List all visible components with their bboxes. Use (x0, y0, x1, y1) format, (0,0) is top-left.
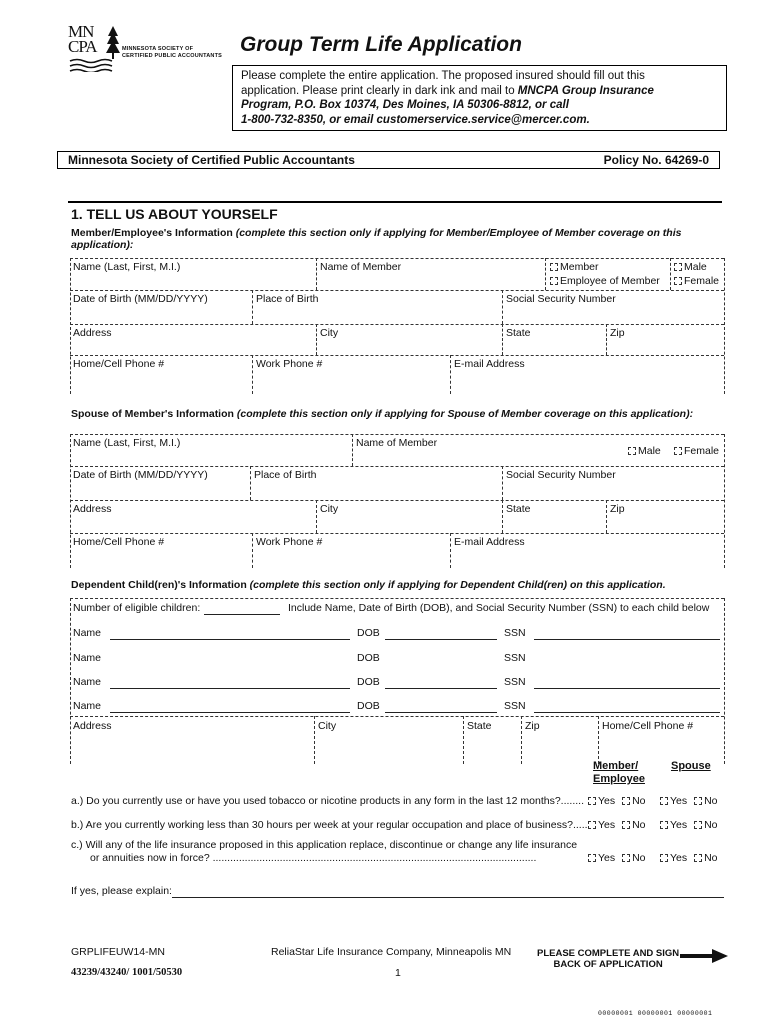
qc-spouse-no-checkbox[interactable] (694, 854, 702, 862)
employee-checkbox[interactable] (550, 277, 558, 285)
member-male-option[interactable]: Male (674, 261, 707, 273)
child-name-label: Name (73, 627, 102, 639)
child-ssn-label: SSN (504, 652, 526, 664)
qa-member-answers: Yes No (588, 795, 646, 807)
member-heading: Member/Employee's Information (complete this section only if applying for Member/Employee of Member coverage on this application): (71, 227, 682, 251)
complete-sign-notice: PLEASE COMPLETE AND SIGN BACK OF APPLICATION (537, 948, 680, 970)
child-dob-field[interactable] (385, 639, 497, 640)
explain-label: If yes, please explain: (71, 885, 172, 897)
page-title: Group Term Life Application (240, 33, 522, 56)
child-name-field[interactable] (110, 639, 350, 640)
society-bar (57, 151, 720, 169)
col-member-employee: Member/ Employee (593, 760, 645, 785)
child-ssn-label: SSN (504, 627, 526, 639)
section-heading: 1. TELL US ABOUT YOURSELF (71, 206, 278, 222)
member-zip-label: Zip (610, 327, 625, 339)
child-dob-label: DOB (357, 676, 380, 688)
spouse-name-label: Name (Last, First, M.I.) (73, 437, 181, 449)
question-a: a.) Do you currently use or have you used tobacco or nicotine products in any form in the last 12 months?........ (71, 795, 585, 807)
member-email-label: E-mail Address (454, 358, 525, 370)
employee-option[interactable]: Employee of Member (550, 275, 660, 287)
qa-member-yes-checkbox[interactable] (588, 797, 596, 805)
member-home-phone-label: Home/Cell Phone # (73, 358, 165, 370)
spouse-home-phone-label: Home/Cell Phone # (73, 536, 165, 548)
spouse-grid (70, 434, 724, 568)
qa-member-no-checkbox[interactable] (622, 797, 630, 805)
qc-spouse-answers: Yes No (660, 852, 718, 864)
child-name-field[interactable] (110, 688, 350, 689)
member-name-of-member-label: Name of Member (320, 261, 402, 273)
child-ssn-field[interactable] (534, 639, 720, 640)
dependent-heading: Dependent Child(ren)'s Information (complete this section only if applying for Dependent Child(ren) on this application. (71, 579, 666, 591)
qa-spouse-no-checkbox[interactable] (694, 797, 702, 805)
pine-tree-icon (106, 26, 120, 62)
spouse-male-option[interactable]: Male (628, 445, 661, 457)
member-checkbox[interactable] (550, 263, 558, 271)
member-option[interactable]: Member (550, 261, 599, 273)
col-spouse: Spouse (671, 760, 711, 772)
qb-member-answers: Yes No (588, 819, 646, 831)
waves-icon (68, 58, 128, 72)
qc-member-yes-checkbox[interactable] (588, 854, 596, 862)
spouse-female-option[interactable]: Female (674, 445, 719, 457)
qb-member-no-checkbox[interactable] (622, 821, 630, 829)
child-name-label: Name (73, 652, 102, 664)
dep-city-label: City (318, 720, 337, 732)
member-dob-label: Date of Birth (MM/DD/YYYY) (73, 293, 208, 305)
arrow-right-icon (680, 949, 728, 963)
spouse-heading: Spouse of Member's Information (complete this section only if applying for Spouse of Member coverage on this application): (71, 408, 694, 420)
member-work-phone-label: Work Phone # (256, 358, 323, 370)
spouse-name-of-member-label: Name of Member (356, 437, 438, 449)
spouse-zip-label: Zip (610, 503, 625, 515)
form-codes: 43239/43240/ 1001/50530 (71, 967, 183, 978)
spouse-email-label: E-mail Address (454, 536, 525, 548)
child-ssn-field[interactable] (534, 712, 720, 713)
child-dob-label: DOB (357, 627, 380, 639)
num-children-field[interactable] (204, 614, 280, 615)
child-ssn-label: SSN (504, 700, 526, 712)
intro-instructions: Please complete the entire application. The proposed insured should fill out this application. Please print clearly in dark ink and mail to MNCPA Group Insurance Program, P.O. Box 10374, Des Moines, IA 50306-8812, or call 1-800-732-8350, or email customerservice.service@mercer.com. (232, 65, 727, 131)
member-grid (70, 258, 724, 394)
logo-text: MINNESOTA SOCIETY OF CERTIFIED PUBLIC ACCOUNTANTS (122, 46, 223, 59)
female-checkbox[interactable] (674, 277, 682, 285)
child-dob-label: DOB (357, 700, 380, 712)
mncpa-logo (68, 24, 238, 74)
dependent-grid (70, 598, 724, 764)
spouse-city-label: City (320, 503, 339, 515)
spouse-work-phone-label: Work Phone # (256, 536, 323, 548)
male-checkbox[interactable] (628, 447, 636, 455)
qc-member-answers: Yes No (588, 852, 646, 864)
member-name-label: Name (Last, First, M.I.) (73, 261, 181, 273)
dep-zip-label: Zip (525, 720, 540, 732)
barcode-text: 00000001 00000001 00000001 (598, 1010, 713, 1017)
policy-number: Policy No. 64269-0 (603, 153, 709, 167)
include-note: Include Name, Date of Birth (DOB), and Social Security Number (SSN) to each child below (288, 602, 710, 614)
child-name-label: Name (73, 676, 102, 688)
society-name: Minnesota Society of Certified Public Accountants (68, 153, 355, 167)
member-female-option[interactable]: Female (674, 275, 719, 287)
child-dob-field[interactable] (385, 712, 497, 713)
dep-state-label: State (467, 720, 492, 732)
qb-spouse-answers: Yes No (660, 819, 718, 831)
form-id: GRPLIFEUW14-MN (71, 946, 165, 958)
member-city-label: City (320, 327, 339, 339)
spouse-state-label: State (506, 503, 531, 515)
logo-letters: MN CPA (68, 22, 97, 56)
spouse-address-label: Address (73, 503, 112, 515)
member-ssn-label: Social Security Number (506, 293, 616, 305)
child-name-field[interactable] (110, 712, 350, 713)
child-ssn-field[interactable] (534, 688, 720, 689)
female-checkbox[interactable] (674, 447, 682, 455)
male-checkbox[interactable] (674, 263, 682, 271)
question-b: b.) Are you currently working less than 30 hours per week at your regular occupation and place of business?..... (71, 819, 588, 831)
member-pob-label: Place of Birth (256, 293, 319, 305)
dep-address-label: Address (73, 720, 112, 732)
qa-spouse-answers: Yes No (660, 795, 718, 807)
question-c-line2: or annuities now in force? ............................................................................................................... (90, 852, 537, 864)
qa-spouse-yes-checkbox[interactable] (660, 797, 668, 805)
qb-spouse-yes-checkbox[interactable] (660, 821, 668, 829)
qc-member-no-checkbox[interactable] (622, 854, 630, 862)
dep-home-phone-label: Home/Cell Phone # (602, 720, 694, 732)
section-rule (68, 201, 722, 203)
qb-member-yes-checkbox[interactable] (588, 821, 596, 829)
company-name: ReliaStar Life Insurance Company, Minneapolis MN (271, 946, 512, 958)
spouse-ssn-label: Social Security Number (506, 469, 616, 481)
num-children-label: Number of eligible children: (73, 602, 201, 614)
member-state-label: State (506, 327, 531, 339)
child-dob-label: DOB (357, 652, 380, 664)
spouse-dob-label: Date of Birth (MM/DD/YYYY) (73, 469, 208, 481)
child-dob-field[interactable] (385, 688, 497, 689)
member-address-label: Address (73, 327, 112, 339)
spouse-pob-label: Place of Birth (254, 469, 317, 481)
page-number: 1 (395, 967, 401, 979)
question-c-line1: c.) Will any of the life insurance proposed in this application replace, discontinue or change any life insurance (71, 839, 578, 851)
explain-field[interactable] (172, 897, 724, 898)
child-ssn-label: SSN (504, 676, 526, 688)
qb-spouse-no-checkbox[interactable] (694, 821, 702, 829)
child-name-label: Name (73, 700, 102, 712)
qc-spouse-yes-checkbox[interactable] (660, 854, 668, 862)
